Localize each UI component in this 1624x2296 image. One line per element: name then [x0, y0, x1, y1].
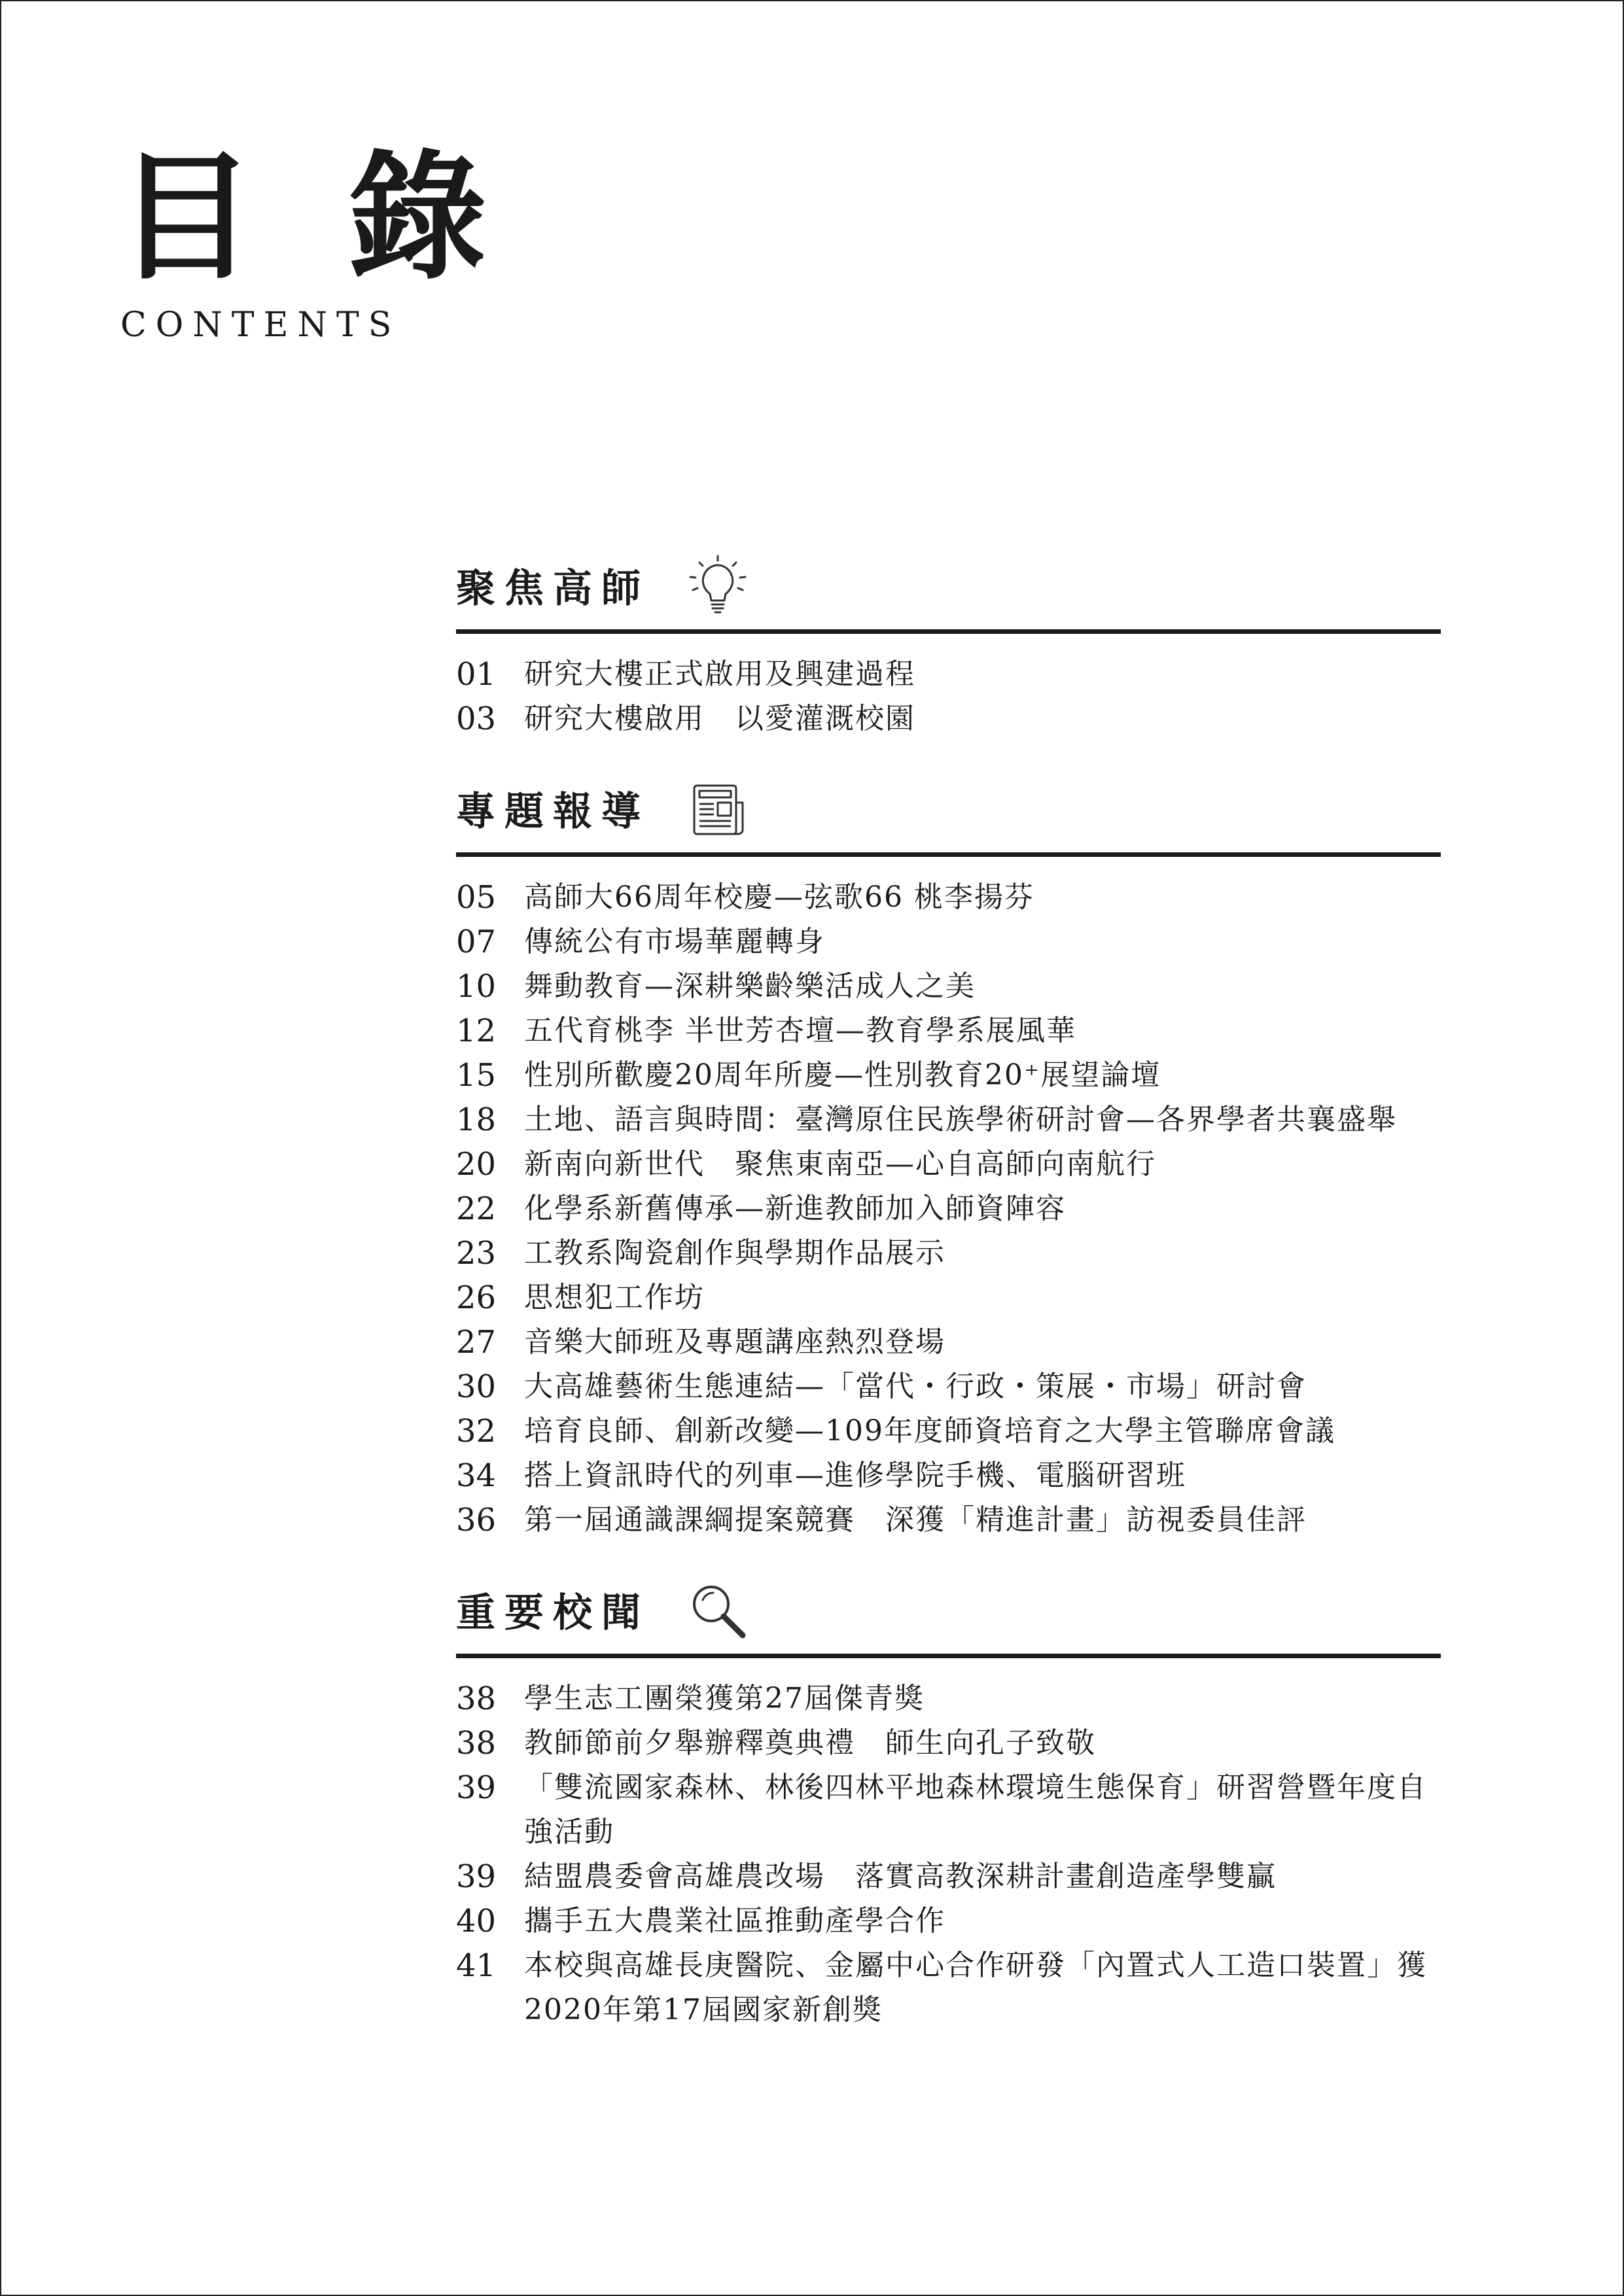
- list-item[interactable]: [456, 1677, 1441, 1721]
- entry-title: 高師大66周年校慶—弦歌66 桃李揚芬: [524, 880, 1034, 914]
- section-features: [456, 766, 1441, 1567]
- list-item[interactable]: [456, 1453, 1441, 1498]
- entry-title: 學生志工團榮獲第27屆傑青獎: [524, 1682, 925, 1715]
- page-number: 07: [456, 924, 497, 960]
- list-item[interactable]: [456, 1943, 1441, 2032]
- page-number: 38: [456, 1680, 497, 1717]
- list-item[interactable]: [456, 1498, 1441, 1542]
- entry-title: 搭上資訊時代的列車—進修學院手機、電腦研習班: [524, 1459, 1186, 1492]
- list-item[interactable]: [456, 964, 1441, 1009]
- entry-title: 研究大樓正式啟用及興建過程: [524, 657, 915, 691]
- page-number: 26: [456, 1279, 497, 1316]
- entry-title: 思想犯工作坊: [524, 1281, 705, 1314]
- entry-title: 工教系陶瓷創作與學期作品展示: [524, 1236, 945, 1270]
- list-item[interactable]: [456, 1009, 1441, 1053]
- newspaper-icon: [685, 776, 750, 842]
- list-item[interactable]: [456, 920, 1441, 964]
- page-number: 39: [456, 1858, 497, 1895]
- entry-list: [456, 1658, 1441, 2057]
- page-number: 18: [456, 1102, 497, 1138]
- entry-title: 傳統公有市場華麗轉身: [524, 925, 825, 958]
- page-number: 34: [456, 1457, 497, 1494]
- page-number: 12: [456, 1013, 497, 1049]
- page-subtitle: CONTENTS: [120, 305, 401, 345]
- entry-title: 五代育桃李 半世芳杏壇—教育學系展風華: [524, 1014, 1076, 1047]
- section-header: [456, 543, 1441, 634]
- page-number: 32: [456, 1413, 497, 1450]
- entry-title: 「雙流國家森林、林後四林平地森林環境生態保育」研習營暨年度自強活動: [524, 1771, 1427, 1849]
- table-of-contents: [456, 543, 1441, 2057]
- section-campus-news: [456, 1567, 1441, 2057]
- page-number: 40: [456, 1903, 497, 1939]
- entry-title: 性別所歡慶20周年所慶—性別教育20⁺展望論壇: [524, 1058, 1161, 1092]
- page-number: 01: [456, 656, 497, 693]
- list-item[interactable]: [456, 1365, 1441, 1409]
- list-item[interactable]: [456, 1899, 1441, 1943]
- list-item[interactable]: [456, 1276, 1441, 1320]
- list-item[interactable]: [456, 1231, 1441, 1276]
- list-item[interactable]: [456, 1142, 1441, 1187]
- list-item[interactable]: [456, 1320, 1441, 1365]
- page-number: 15: [456, 1057, 497, 1094]
- page-number: 10: [456, 968, 497, 1005]
- entry-title: 教師節前夕舉辦釋奠典禮 師生向孔子致敬: [524, 1726, 1096, 1760]
- list-item[interactable]: [456, 1854, 1441, 1899]
- entry-list: [456, 634, 1441, 766]
- entry-list: [456, 857, 1441, 1567]
- page-number: 27: [456, 1324, 497, 1361]
- page-number: 30: [456, 1368, 497, 1405]
- page-number: 23: [456, 1235, 497, 1272]
- page-number: 05: [456, 879, 497, 916]
- section-title: 重要校聞: [456, 1590, 650, 1636]
- entry-title: 化學系新舊傳承—新進教師加入師資陣容: [524, 1192, 1066, 1225]
- section-focus: [456, 543, 1441, 766]
- lightbulb-icon: [685, 553, 750, 619]
- section-header: [456, 766, 1441, 857]
- page-title: 目 錄: [116, 135, 509, 298]
- section-title: 聚焦高師: [456, 566, 650, 612]
- page-number: 39: [456, 1769, 497, 1806]
- entry-title: 大高雄藝術生態連結—「當代・行政・策展・市場」研討會: [524, 1370, 1307, 1403]
- entry-title: 本校與高雄長庚醫院、金屬中心合作研發「內置式人工造口裝置」獲2020年第17屆國家新創獎: [524, 1949, 1427, 2026]
- entry-title: 新南向新世代 聚焦東南亞—心自高師向南航行: [524, 1147, 1156, 1181]
- list-item[interactable]: [456, 1721, 1441, 1765]
- list-item[interactable]: [456, 697, 1441, 741]
- list-item[interactable]: [456, 1765, 1441, 1854]
- entry-title: 攜手五大農業社區推動產學合作: [524, 1904, 945, 1938]
- page-number: 38: [456, 1725, 497, 1762]
- page-number: 41: [456, 1947, 497, 1984]
- section-header: [456, 1567, 1441, 1658]
- section-title: 專題報導: [456, 789, 650, 835]
- page-number: 20: [456, 1146, 497, 1183]
- page-number: 03: [456, 701, 497, 737]
- magnifier-icon: [685, 1578, 750, 1643]
- entry-title: 舞動教育—深耕樂齡樂活成人之美: [524, 969, 976, 1003]
- page-number: 36: [456, 1502, 497, 1539]
- entry-title: 培育良師、創新改變—109年度師資培育之大學主管聯席會議: [524, 1414, 1335, 1448]
- list-item[interactable]: [456, 875, 1441, 920]
- list-item[interactable]: [456, 1187, 1441, 1231]
- entry-title: 音樂大師班及專題講座熱烈登場: [524, 1325, 945, 1359]
- list-item[interactable]: [456, 1098, 1441, 1142]
- list-item[interactable]: [456, 1409, 1441, 1453]
- page-number: 22: [456, 1191, 497, 1227]
- list-item[interactable]: [456, 652, 1441, 697]
- entry-title: 結盟農委會高雄農改場 落實高教深耕計畫創造產學雙贏: [524, 1860, 1277, 1893]
- entry-title: 土地、語言與時間：臺灣原住民族學術研討會—各界學者共襄盛舉: [524, 1103, 1397, 1136]
- entry-title: 第一屆通識課綱提案競賽 深獲「精進計畫」訪視委員佳評: [524, 1503, 1307, 1537]
- entry-title: 研究大樓啟用 以愛灌溉校園: [524, 702, 915, 735]
- list-item[interactable]: [456, 1053, 1441, 1098]
